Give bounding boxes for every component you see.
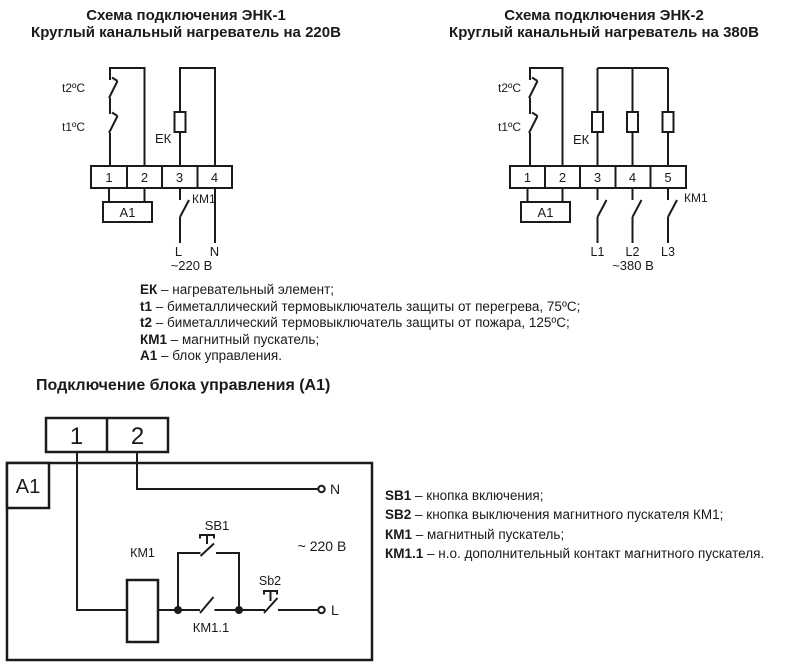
cu-km1-label: КМ1 — [130, 546, 155, 560]
enk1-terminal-4: 4 — [210, 170, 219, 185]
legend-item — [140, 282, 580, 299]
legend-text: – магнитный пускатель; — [170, 331, 320, 347]
enk2-schematic — [510, 68, 686, 243]
legend-term: t1 — [140, 298, 153, 314]
legend-item — [385, 544, 764, 563]
enk2-title-line2: Круглый канальный нагреватель на 380В — [449, 24, 759, 41]
enk2-km1-label: КМ1 — [684, 191, 708, 205]
km11-contact-blade — [200, 597, 214, 613]
legend-text: – биметаллический термовыключатель защиты от пожара, 125ºС; — [155, 315, 570, 330]
legend-term: SB1 — [385, 488, 412, 503]
cu-a1-label: А1 — [15, 476, 41, 498]
sb1-button-blade — [201, 544, 215, 557]
heater-element — [592, 112, 603, 132]
legend-item — [140, 348, 580, 365]
wire — [528, 188, 563, 202]
wire — [530, 68, 563, 166]
heater-element — [663, 112, 674, 132]
enk2-voltage-label: ~380 В — [612, 258, 654, 273]
enk2-l2-label: L2 — [625, 245, 640, 259]
enk2-terminal-1: 1 — [523, 170, 532, 185]
legend-term: КМ1.1 — [385, 546, 424, 562]
cu-terminal-1: 1 — [69, 423, 84, 450]
enk2-terminal-3: 3 — [593, 170, 602, 185]
thermal-switch-t1-blade — [529, 113, 538, 134]
legend-text: – магнитный пускатель; — [415, 526, 565, 542]
legend-text: – биметаллический термовыключатель защиты от перегрева, 75ºС; — [155, 298, 581, 314]
enk1-title-line1: Схема подключения ЭНК-1 — [86, 7, 286, 24]
enk2-t2-label: t2ºC — [498, 81, 522, 95]
a1-enclosure-box — [7, 463, 372, 660]
control-unit-section-title: Подключение блока управления (А1) — [36, 377, 331, 394]
sb1-button-cap — [200, 535, 214, 544]
legend-term: КМ1 — [385, 526, 412, 542]
enk1-terminal-2: 2 — [140, 170, 149, 185]
legend-item — [385, 486, 764, 505]
wire — [109, 188, 145, 202]
enk2-t1-label: t1ºC — [498, 120, 522, 134]
wire — [216, 553, 239, 610]
cu-terminal-2: 2 — [130, 423, 145, 450]
enk1-n-label: N — [209, 244, 220, 259]
legend-text: – кнопка выключения магнитного пускателя КМ1; — [415, 507, 724, 523]
km1-contact-blade — [180, 200, 189, 217]
legend-term: t2 — [140, 315, 153, 330]
legend-item — [385, 525, 764, 544]
km1-contact-blade — [633, 200, 642, 217]
terminal-n-circle — [318, 486, 324, 492]
thermal-switch-t1-blade — [109, 113, 118, 134]
legend-text: – кнопка включения; — [415, 488, 544, 503]
enk2-l3-label: L3 — [661, 245, 675, 259]
legend-term: КМ1 — [140, 331, 167, 347]
component-legend-control — [385, 486, 764, 564]
legend-item — [140, 315, 580, 332]
enk2-l1-label: L1 — [590, 245, 605, 259]
enk2-terminal-5: 5 — [664, 170, 672, 185]
thermal-switch-t2-blade — [529, 78, 538, 99]
legend-term: А1 — [140, 348, 158, 363]
terminal-l-circle — [318, 607, 324, 613]
cu-voltage-label: ~ 220 В — [297, 538, 347, 554]
legend-item — [140, 299, 580, 316]
enk1-l-label: L — [174, 244, 183, 259]
km1-coil — [127, 580, 158, 642]
legend-term: SB2 — [385, 507, 412, 523]
enk1-terminal-3: 3 — [175, 170, 184, 185]
wire — [110, 68, 145, 166]
enk2-title-line1: Схема подключения ЭНК-2 — [504, 7, 704, 24]
component-legend-main — [140, 282, 580, 365]
enk1-voltage-label: ~220 В — [170, 258, 213, 273]
km1-contact-blade — [598, 200, 607, 217]
legend-item — [140, 332, 580, 349]
enk1-schematic — [91, 68, 232, 243]
enk2-ek-label: ЕК — [573, 132, 590, 147]
thermal-switch-t2-blade — [109, 78, 118, 99]
enk1-a1-label: А1 — [119, 205, 136, 220]
enk1-t2-label: t2ºC — [62, 81, 86, 95]
enk2-terminal-2: 2 — [558, 170, 567, 185]
enk1-t1-label: t1ºC — [62, 120, 86, 134]
legend-text: – н.о. дополнительный контакт магнитного пускателя. — [427, 546, 765, 562]
legend-text: – нагревательный элемент; — [161, 282, 335, 297]
legend-item — [385, 505, 764, 524]
heater-element — [175, 112, 186, 132]
enk1-title-line2: Круглый канальный нагреватель на 220В — [31, 24, 341, 41]
wire — [178, 553, 201, 610]
enk2-a1-label: А1 — [537, 205, 554, 220]
cu-n-label: N — [330, 481, 341, 497]
legend-text: – блок управления. — [161, 348, 282, 363]
legend-term: ЕК — [140, 282, 158, 297]
cu-sb1-label: SB1 — [204, 518, 230, 533]
enk2-terminal-4: 4 — [628, 170, 637, 185]
km1-contact-blade — [668, 200, 677, 217]
enk1-terminal-1: 1 — [105, 170, 113, 185]
enk1-km1-label: КМ1 — [192, 192, 216, 206]
wire — [137, 452, 319, 489]
enk1-ek-label: ЕК — [155, 131, 172, 146]
heater-element — [627, 112, 638, 132]
cu-km11-label: КМ1.1 — [192, 620, 230, 635]
wire — [77, 452, 127, 610]
cu-sb2-label: Sb2 — [258, 574, 282, 588]
cu-l-label: L — [331, 602, 339, 618]
